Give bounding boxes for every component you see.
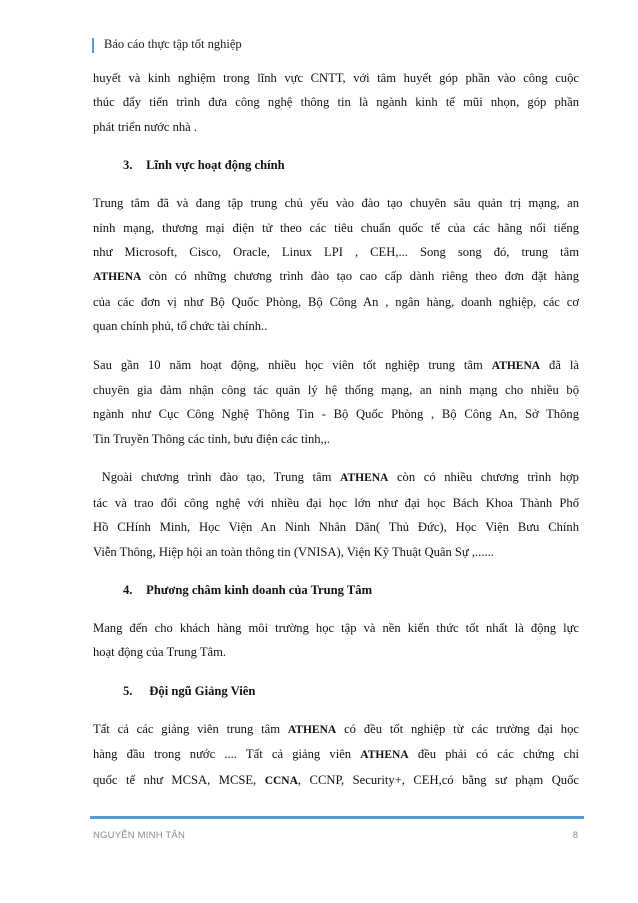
section-heading-4 bbox=[93, 578, 579, 602]
section5-paragraph bbox=[93, 717, 579, 793]
text-line: như Microsoft, Cisco, Oracle, Linux LPI , CEH,... Song song đó, trung tâm bbox=[93, 245, 579, 260]
text-line: Sau gần 10 năm hoạt động, nhiều học viên tốt nghiệp trung tâm ATHENA đã là bbox=[93, 357, 579, 372]
text-line: hàng đầu trong nước .... Tất cả giảng viên ATHENA đều phải có các chứng chỉ bbox=[93, 747, 579, 762]
text-line: quốc tế như MCSA, MCSE, CCNA, CCNP, Security+, CEH,có bằng sư phạm Quốc bbox=[93, 772, 579, 787]
text-line: tác và trao đổi công nghệ với nhiều đại học lớn như đại học Bách Khoa Thành Phố bbox=[93, 495, 579, 510]
text-line: hoạt động của Trung Tâm. bbox=[93, 645, 227, 660]
section-number: 4. bbox=[123, 582, 133, 597]
brand-name: ATHENA bbox=[360, 749, 409, 762]
text-line: Mang đến cho khách hàng môi trường học tập và nền kiến thức tốt nhất là động lực bbox=[93, 620, 579, 635]
text-line: Viễn Thông, Hiệp hội an toàn thông tin (VNISA), Viện Kỹ Thuật Quân Sự ,...... bbox=[93, 544, 494, 559]
text-line: Tất cả các giảng viên trung tâm ATHENA có đều tốt nghiệp từ các trường đại học bbox=[93, 721, 579, 736]
text-line: Hồ CHính Minh, Học Viện An Ninh Nhân Dân( Thủ Đức), Học Viện Bưu Chính bbox=[93, 520, 579, 535]
brand-name: ATHENA bbox=[340, 472, 389, 485]
text-line: Trung tâm đã và đang tập trung chủ yếu vào đào tạo chuyên sâu quản trị mạng, an bbox=[93, 196, 579, 211]
brand-name: ATHENA bbox=[491, 359, 541, 372]
section3-paragraph-2 bbox=[93, 353, 579, 452]
header-title: Báo cáo thực tập tốt nghiệp bbox=[104, 37, 242, 51]
section-heading-5 bbox=[93, 679, 579, 703]
section-number: 3. bbox=[123, 158, 133, 173]
section4-paragraph bbox=[93, 616, 579, 665]
section3-paragraph-1 bbox=[93, 191, 579, 338]
text-line: thúc đẩy tiến trình đưa công nghệ thông tin là ngành kinh tế mũi nhọn, góp phần bbox=[93, 95, 579, 110]
section-title: Đội ngũ Giảng Viên bbox=[146, 683, 256, 698]
brand-name: ATHENA bbox=[287, 723, 337, 736]
section3-paragraph-3 bbox=[93, 465, 579, 564]
text-line: của các đơn vị như Bộ Quốc Phòng, Bộ Công An , ngân hàng, doanh nghiệp, các cơ bbox=[93, 294, 579, 309]
text-line: chuyên gia đảm nhận công tác quản lý hệ thống mạng, an ninh mạng cho nhiều bộ bbox=[93, 383, 579, 398]
text-line: Ngoài chương trình đào tạo, Trung tâm ATHENA còn có nhiều chương trình hợp bbox=[93, 470, 579, 485]
text-line: Tin Truyền Thông các tỉnh, bưu điện các tỉnh,,. bbox=[93, 431, 330, 446]
section-title: Phương châm kinh doanh của Trung Tâm bbox=[146, 582, 373, 597]
text-line: huyết và kinh nghiệm trong lĩnh vực CNTT, với tâm huyết góp phần vào công cuộc bbox=[93, 71, 579, 85]
page-content bbox=[93, 66, 579, 793]
footer-divider bbox=[90, 816, 584, 819]
text-line: phát triển nước nhà . bbox=[93, 119, 198, 134]
footer-author: NGUYỄN MINH TÂN bbox=[93, 830, 186, 841]
text-line: quan chính phủ, tổ chức tài chính.. bbox=[93, 319, 268, 334]
section-number: 5. bbox=[123, 683, 133, 698]
text-line: ngành như Cục Công Nghệ Thông Tin - Bộ Quốc Phòng , Bộ Công An, Sở Thông bbox=[93, 407, 579, 422]
brand-name: ATHENA bbox=[93, 271, 142, 284]
section-title: Lĩnh vực hoạt động chính bbox=[146, 158, 285, 173]
page-number: 8 bbox=[572, 830, 578, 841]
brand-name: CCNA bbox=[264, 774, 298, 787]
section-heading-3 bbox=[93, 153, 579, 177]
intro-paragraph bbox=[93, 66, 579, 139]
text-line: ninh mạng, thương mại điện tử theo các tiêu chuẩn quốc tế của các hãng nổi tiếng bbox=[93, 220, 579, 235]
header-accent-bar bbox=[92, 38, 94, 53]
text-line: ATHENA còn có những chương trình đào tạo cao cấp dành riêng theo đơn đặt hàng bbox=[93, 269, 579, 284]
